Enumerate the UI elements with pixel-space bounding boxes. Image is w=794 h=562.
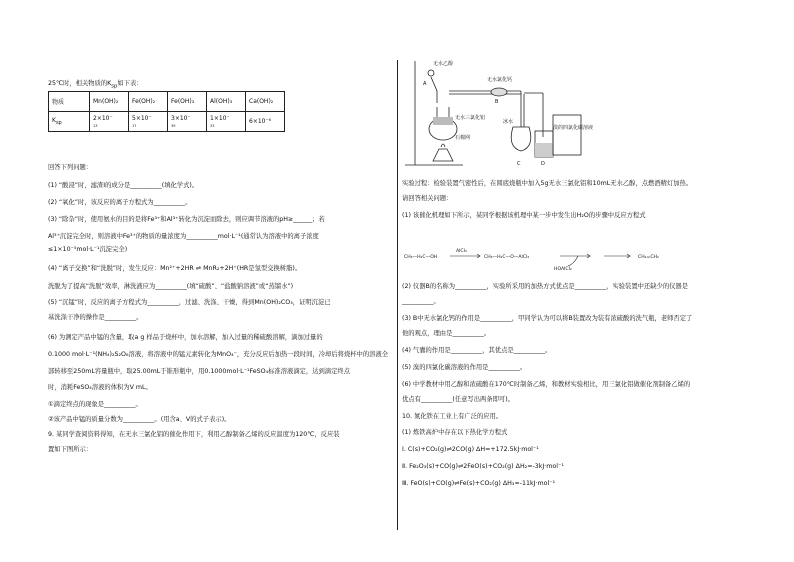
- label-cacl2: 无水氯化钙: [487, 77, 513, 83]
- text-line: 回答下列问题：: [48, 164, 93, 171]
- table-row-label: $K_{sp}$: [49, 112, 90, 132]
- text-line: (4) “离子交换”和“洗脱”时，发生反应：Mn²⁺+2HR ⇌ MnR₂+2H⁺(HR是氢型交换树脂)。: [48, 265, 302, 272]
- text-line: (1) 该催化机理如下所示，某同学根据该机理中某一步中发生出H₂O的步骤中反应方程式: [402, 212, 646, 219]
- label-asbestos: 石棉网: [455, 135, 471, 141]
- text-line: (3) “除杂”时，使用氨水的目的是将Fe³⁺和Al³⁺转化为沉淀而除去，则应调节溶液的pH≥______；若: [48, 216, 325, 223]
- label-d: D: [541, 161, 545, 167]
- label-c: C: [517, 161, 521, 167]
- text-line: 他的观点，理由是__________。: [402, 330, 491, 337]
- text-line: 9. 某同学查阅资料得知，在无水三氯化铝的催化作用下，利用乙醇制备乙烯的反应温度为120℃，反应装: [48, 431, 340, 438]
- text-line: 0.1000 mol·L⁻¹(NH₄)₂S₂O₈溶液，将溶液中的锰元素转化为MnO₄⁻，充分反应后加热一段时间，冷却后将烧杯中的溶液全: [48, 351, 389, 358]
- text-line: 基洗涤干净的操作是__________。: [48, 314, 143, 321]
- text-line: ②该产品中锰的质量分数为__________。(用含a、V的式子表示)。: [48, 416, 231, 423]
- text-line: Ⅱ. Fe₂O₃(s)+CO(g)⇌2FeO(s)+CO₂(g) ΔH₂=-3kJ·mol⁻¹: [402, 463, 564, 470]
- text-line: (5) 溴的四氯化碳溶液的作用是__________。: [402, 364, 527, 371]
- label-icewater: 冰水: [503, 119, 514, 125]
- text-line: 置如下图所示：: [48, 446, 93, 453]
- apparatus-figure: [403, 57, 594, 169]
- text-line: (1) “酸浸”时，滤渣Ⅰ的成分是__________(填化学式)。: [48, 182, 199, 189]
- ksp-table-value-row: [49, 112, 285, 132]
- table-cell: 2×10⁻ 13: [90, 112, 129, 132]
- text-line: (2) “氧化”时，该反应的离子方程式为__________。: [48, 199, 192, 206]
- mech-catalyst: AlCl₃: [456, 249, 467, 254]
- text-line: (5) “沉锰”时，反应的离子方程式为__________，过滤、洗涤、干燥，得到Mn(OH)₂CO₃，证明沉淀已: [48, 299, 331, 306]
- label-alcl3: 无水三氯化铝: [455, 115, 486, 121]
- text-line: 时，消耗FeSO₄溶液的体积为V mL。: [48, 384, 152, 391]
- table-cell: Fe(OH)₃: [168, 92, 207, 112]
- table-cell: 3×10⁻ 39: [168, 112, 207, 132]
- text-line: 实验过程：检验装置气密性后，在圆底烧瓶中加入5g无水三氯化铝和10mL无水乙醇，点燃酒精灯加热。: [402, 180, 693, 187]
- text-line: 请回答相关问题：: [402, 195, 453, 202]
- table-cell: 6×10⁻⁶: [246, 112, 285, 132]
- label-a: A: [423, 81, 427, 87]
- label-ethanol: 无水乙醇: [433, 61, 454, 67]
- text-line: Ⅰ. C(s)+CO₂(g)⇌2CO(g) ΔH=+172.5kJ·mol⁻¹: [402, 446, 539, 453]
- mech-product: CH₂=CH₂: [638, 255, 659, 260]
- text-line: __________。: [402, 298, 440, 305]
- table-cell: 5×10⁻ 17: [129, 112, 168, 132]
- text-line: ≤1×10⁻⁵mol·L⁻¹沉淀完全): [48, 246, 128, 253]
- text-line: (1) 炼铁高炉中存在以下热化学方程式: [402, 429, 508, 436]
- text-line: (4) 气囊的作用是__________，其优点是__________。: [402, 347, 552, 354]
- text-line: 洗脱为了提高“洗脱”效率，淋洗液应为__________(填“硫酸”、“盐酸钠溶液”或“蒸馏水”): [48, 283, 294, 290]
- table-cell: 1×10⁻ 33: [207, 112, 246, 132]
- text-line: (2) 仪器B的名称为__________，实验所采用的加热方式优点是__________，实验装置中还缺少的仪器是: [402, 283, 689, 290]
- text-line: 部转移至250mL容量瓶中，取25.00mL于锥形瓶中，用0.1000mol·L⁻¹FeSO₄标准溶液滴定，达到滴定终点: [48, 368, 350, 375]
- text-line: Al³⁺沉淀完全时，则溶液中Fe³⁺的物质的量浓度为__________mol·L⁻¹(通常认为溶液中的离子浓度: [48, 233, 319, 240]
- text-line: (6) 为测定产品中锰的含量，取a g 样品于烧杯中，加水溶解，加入过量的稀硫酸溶解，滴加过量的: [48, 334, 323, 341]
- text-line: 优点有__________(任意写出两条即可)。: [402, 396, 514, 403]
- label-b: B: [495, 99, 499, 105]
- table-cell: Al(OH)₃: [207, 92, 246, 112]
- ksp-intro: 25℃时，相关物质的$K_{sp}$如下表：: [48, 80, 143, 90]
- column-divider: [397, 60, 398, 530]
- label-bromine: 溴的四氯化碳溶液: [553, 125, 594, 131]
- mech-byproduct: HOAlCl₂: [554, 267, 572, 272]
- mech-reactant: CH₃—H₂C—OH: [404, 255, 438, 260]
- text-line: Ⅲ. FeO(s)+CO(g)⇌Fe(s)+CO₂(g) ΔH₃=-11kJ·mol⁻¹: [402, 480, 556, 487]
- text-line: 10. 氮化铁在工业上有广泛的应用。: [402, 413, 503, 420]
- table-cell: Ca(OH)₂: [246, 92, 285, 112]
- ksp-table-header-row: [49, 92, 285, 112]
- ksp-table: [48, 91, 285, 132]
- mechanism-scheme: [404, 236, 744, 272]
- text-line: (3) B中无水氯化钙的作用是__________，甲同学认为可以将B装置改为装有浓硫酸的洗气瓶，老师否定了: [402, 315, 693, 322]
- text-line: ①滴定终点的现象是__________。: [48, 401, 142, 408]
- table-cell: 物质: [49, 92, 90, 112]
- table-cell: Fe(OH)₂: [129, 92, 168, 112]
- mech-intermediate: CH₃—H₂C—O—AlCl₃: [484, 255, 530, 260]
- text-line: (6) 中学教材中用乙醇和浓硫酸在170℃时制备乙烯，和教材实验相比，用三氯化铝做催化剂制备乙烯的: [402, 381, 691, 388]
- table-cell: Mn(OH)₂: [90, 92, 129, 112]
